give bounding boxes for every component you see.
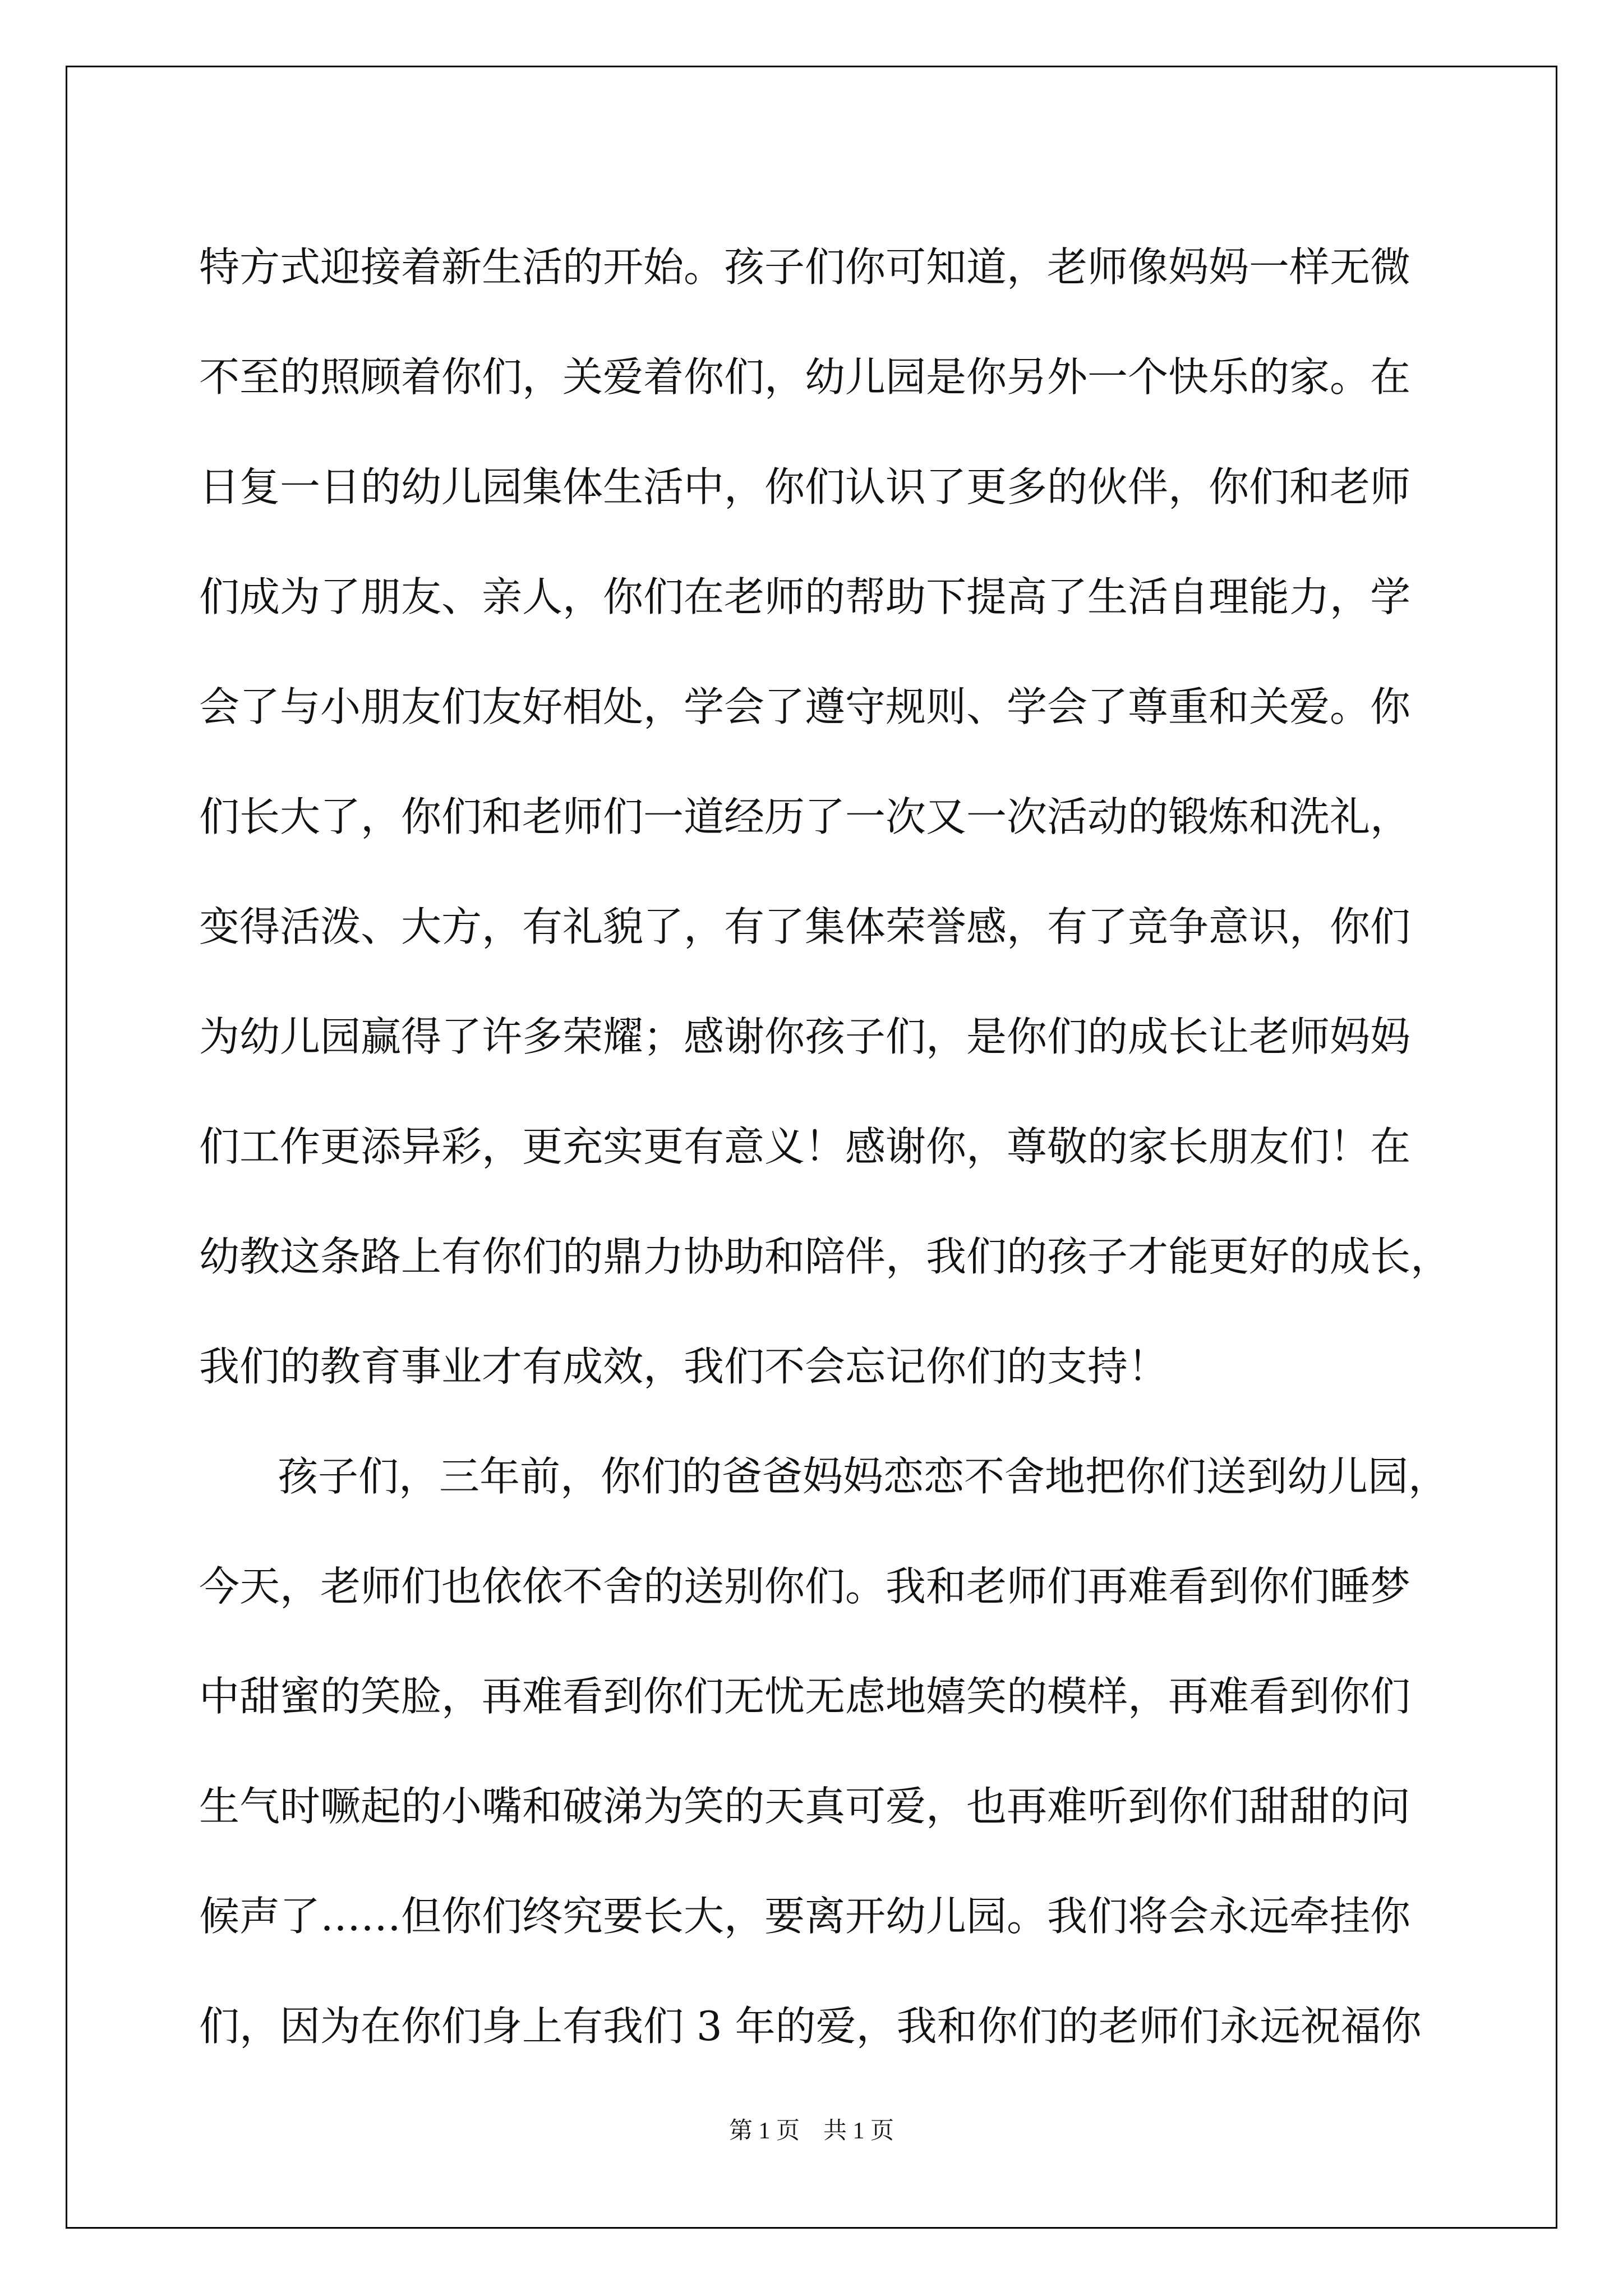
page-footer: 第 1 页 共 1 页 (728, 2118, 894, 2144)
text-line: 我们的教育事业才有成效，我们不会忘记你们的支持！ (199, 1343, 1169, 1390)
text-line: 日复一日的幼儿园集体生活中，你们认识了更多的伙伴，你们和老师 (199, 463, 1411, 510)
text-line: 们成为了朋友、亲人，你们在老师的帮助下提高了生活自理能力，学 (199, 573, 1411, 620)
text-line: 为幼儿园赢得了许多荣耀；感谢你孩子们，是你们的成长让老师妈妈 (199, 1013, 1411, 1060)
text-line: 变得活泼、大方，有礼貌了，有了集体荣誉感，有了竞争意识，你们 (199, 903, 1411, 950)
text-line: 生气时噘起的小嘴和破涕为笑的天真可爱，也再难听到你们甜甜的问 (199, 1783, 1411, 1830)
document-body (199, 212, 1472, 2081)
text-line: 们，因为在你们身上有我们 3 年的爱，我和你们的老师们永远祝福你 (199, 2003, 1422, 2050)
paragraph-start-line: 孩子们，三年前，你们的爸爸妈妈恋恋不舍地把你们送到幼儿园， (278, 1453, 1449, 1500)
text-line: 中甜蜜的笑脸，再难看到你们无忧无虑地嬉笑的模样，再难看到你们 (199, 1673, 1411, 1720)
text-line: 们长大了，你们和老师们一道经历了一次又一次活动的锻炼和洗礼， (199, 793, 1411, 840)
text-line: 不至的照顾着你们，关爱着你们，幼儿园是你另外一个快乐的家。在 (199, 353, 1411, 401)
text-line: 今天，老师们也依依不舍的送别你们。我和老师们再难看到你们睡梦 (199, 1563, 1411, 1610)
text-line: 候声了……但你们终究要长大，要离开幼儿园。我们将会永远牵挂你 (199, 1893, 1411, 1940)
text-line: 特方式迎接着新生活的开始。孩子们你可知道，老师像妈妈一样无微 (199, 243, 1411, 291)
text-line: 们工作更添异彩，更充实更有意义！感谢你，尊敬的家长朋友们！在 (199, 1123, 1411, 1170)
text-line: 会了与小朋友们友好相处，学会了遵守规则、学会了尊重和关爱。你 (199, 683, 1411, 730)
text-line: 幼教这条路上有你们的鼎力协助和陪伴，我们的孩子才能更好的成长， (199, 1233, 1451, 1280)
